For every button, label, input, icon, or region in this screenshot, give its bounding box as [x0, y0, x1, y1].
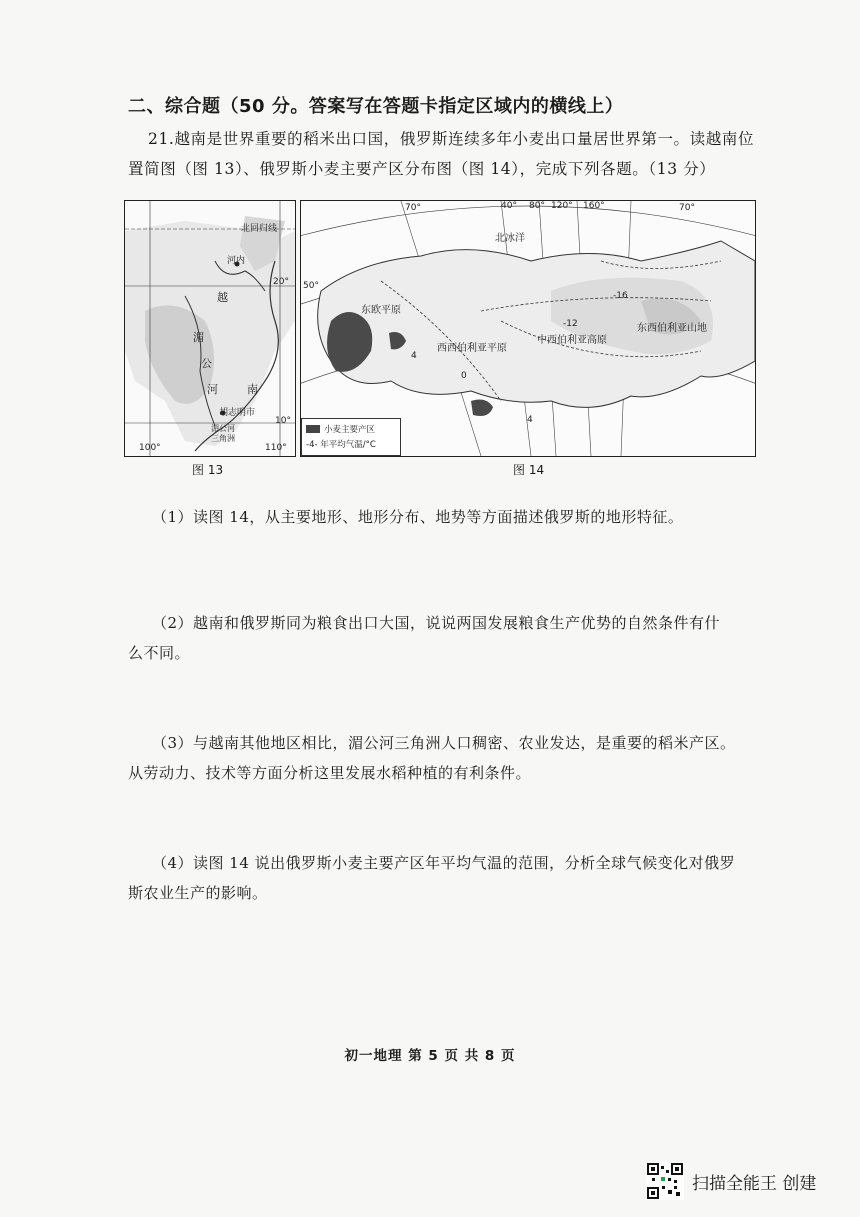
- label-isotherm-4b: 4: [527, 415, 533, 425]
- label-isotherm-neg16: -16: [613, 291, 628, 301]
- label-tropic: 北回归线: [241, 224, 278, 234]
- label-hanoi: 河内: [227, 256, 246, 266]
- label-lon70e: 70°: [679, 203, 695, 213]
- qr-code-icon: [646, 1162, 684, 1200]
- label-mekong1: 湄: [193, 331, 204, 344]
- subquestion-4-line2: 斯农业生产的影响。: [128, 884, 268, 902]
- subquestion-4-line1: （4）读图 14 说出俄罗斯小麦主要产区年平均气温的范围，分析全球气候变化对俄罗: [152, 854, 736, 872]
- question-21-intro-line2: 置简图（图 13）、俄罗斯小麦主要产区分布图（图 14），完成下列各题。（13 分）: [128, 160, 716, 178]
- label-lon70w: 70°: [405, 203, 421, 213]
- section-title: 二、综合题（50 分。答案写在答题卡指定区域内的横线上）: [128, 96, 624, 117]
- subquestion-3-line2: 从劳动力、技术等方面分析这里发展水稻种植的有利条件。: [128, 764, 532, 782]
- label-lon120: 120°: [551, 201, 573, 211]
- label-lat20: 20°: [273, 277, 289, 287]
- subquestion-1: （1）读图 14，从主要地形、地形分布、地势等方面描述俄罗斯的地形特征。: [152, 508, 684, 526]
- label-lon100: 100°: [139, 443, 161, 453]
- label-lon80: 80°: [529, 201, 545, 211]
- label-mekong2: 公: [201, 357, 212, 370]
- figure-13-caption: 图 13: [192, 463, 224, 477]
- label-yue: 越: [217, 291, 228, 304]
- label-nan: 南: [247, 383, 258, 396]
- label-isotherm-4: 4: [411, 351, 417, 361]
- label-isotherm-neg12: -12: [563, 319, 578, 329]
- subquestion-2-line2: 么不同。: [128, 644, 191, 662]
- label-hochiminh: 胡志明市: [219, 408, 256, 418]
- vietnam-map-drawing: [125, 201, 295, 456]
- subquestion-3-line1: （3）与越南其他地区相比，湄公河三角洲人口稠密、农业发达，是重要的稻米产区。: [152, 734, 736, 752]
- label-lat50: 50°: [303, 281, 319, 291]
- legend-isotherm-row: [306, 438, 376, 450]
- label-east-european-plain: 东欧平原: [361, 305, 401, 316]
- label-arctic-ocean: 北冰洋: [495, 233, 525, 244]
- label-lat10: 10°: [275, 416, 291, 426]
- label-west-siberian-plain: 西西伯利亚平原: [437, 343, 507, 354]
- figure-14-caption: 图 14: [513, 463, 545, 477]
- legend-wheat-label: 小麦主要产区: [324, 425, 376, 435]
- figure-13-vietnam-map: [124, 200, 296, 457]
- legend-isotherm-label: -4- 年平均气温/°C: [306, 440, 376, 450]
- figure-14-legend: [301, 418, 401, 456]
- subquestion-2-line1: （2）越南和俄罗斯同为粮食出口大国，说说两国发展粮食生产优势的自然条件有什: [152, 614, 721, 632]
- label-lon40: 40°: [501, 201, 517, 211]
- wheat-swatch-icon: [306, 425, 320, 433]
- figure-14-russia-map: [300, 200, 756, 457]
- legend-wheat-row: [306, 423, 375, 435]
- scanner-watermark: [646, 1162, 816, 1200]
- label-isotherm-0: 0: [461, 371, 467, 381]
- label-he: 河: [207, 383, 218, 396]
- question-21-intro-line1: 21.越南是世界重要的稻米出口国，俄罗斯连续多年小麦出口量居世界第一。读越南位: [148, 130, 755, 148]
- label-central-siberian-plateau: 中西伯利亚高原: [537, 335, 607, 346]
- watermark-text: 扫描全能王 创建: [692, 1173, 817, 1194]
- label-lon160: 160°: [583, 201, 605, 211]
- label-lon110: 110°: [265, 443, 287, 453]
- label-delta-2: 三角洲: [211, 434, 235, 443]
- label-east-siberian-mountains: 东西伯利亚山地: [637, 323, 707, 334]
- label-delta-1: 湄公河: [211, 424, 235, 433]
- page-footer: 初一地理 第 5 页 共 8 页: [344, 1048, 516, 1064]
